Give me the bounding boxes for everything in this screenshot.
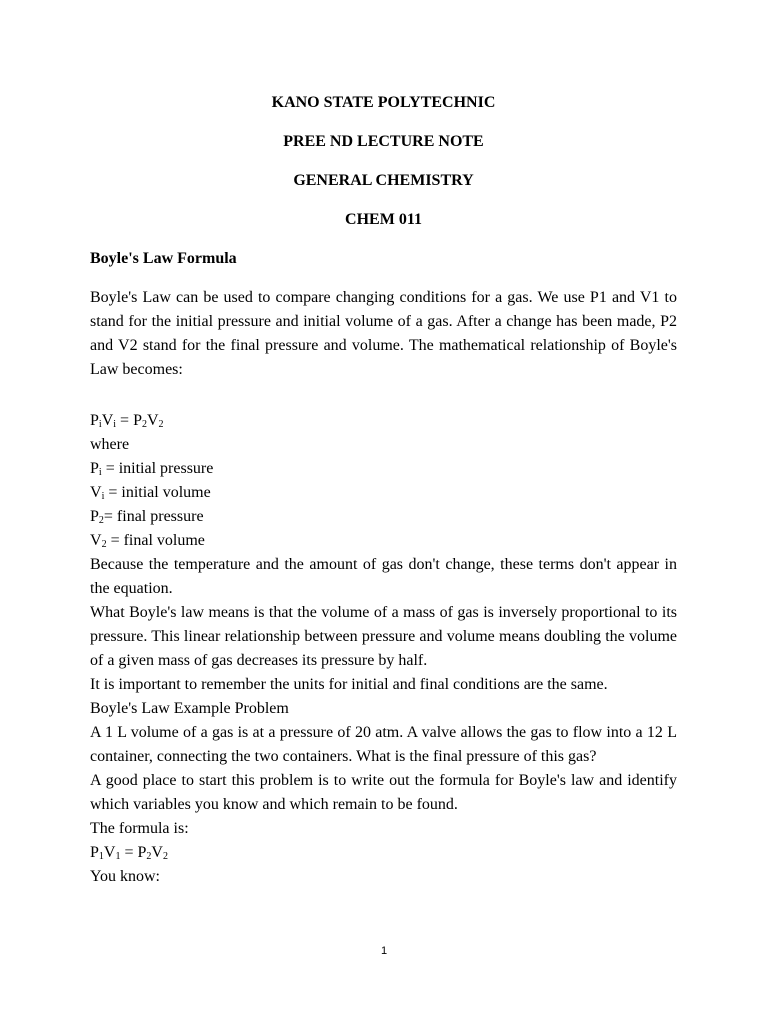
definition-final-pressure: $P_2=$ final pressure bbox=[90, 508, 204, 526]
institution-heading: KANO STATE POLYTECHNIC bbox=[271, 94, 496, 111]
definition-initial-pressure: $P_i$ = initial pressure bbox=[90, 460, 214, 478]
you-know-label: You know: bbox=[90, 868, 160, 885]
formula-numbered: $P_1V_1 = P_2V_2$ bbox=[90, 844, 168, 862]
definition-initial-volume: $V_i$ = initial volume bbox=[90, 484, 211, 502]
lecture-note-heading: PREE ND LECTURE NOTE bbox=[283, 133, 484, 150]
course-code-heading: CHEM 011 bbox=[345, 211, 422, 228]
section-title: Boyle's Law Formula bbox=[90, 250, 237, 267]
intro-paragraph: Boyle's Law can be used to compare changing conditions for a gas. We use P1 and V1 to stand for the initial pressure and initial volume of a gas. After a change has been made, P2 and V2 stand for the final pressure and volume. The mathematical relationship of Boyle's Law becomes: bbox=[90, 289, 677, 378]
units-note: It is important to remember the units for initial and final conditions are the same. bbox=[90, 676, 608, 693]
definition-final-volume: $V_2$ = final volume bbox=[90, 532, 205, 550]
temperature-note: Because the temperature and the amount of gas don't change, these terms don't appear in the equation. bbox=[90, 556, 677, 597]
where-label: where bbox=[90, 436, 130, 453]
example-problem: A 1 L volume of a gas is at a pressure of 20 atm. A valve allows the gas to flow into a 12 L container, connecting the two containers. What is the final pressure of this gas? bbox=[90, 724, 677, 765]
start-paragraph: A good place to start this problem is to write out the formula for Boyle's law and identify which variables you know and which remain to be found. bbox=[90, 772, 677, 813]
meaning-paragraph: What Boyle's law means is that the volume of a mass of gas is inversely proportional to its pressure. This linear relationship between pressure and volume means doubling the volume of a given mass of gas decreases its pressure by half. bbox=[90, 604, 677, 669]
formula-initial: $P_iV_i = P_2V_2$ bbox=[90, 412, 164, 430]
page-content bbox=[90, 91, 677, 889]
example-title: Boyle's Law Example Problem bbox=[90, 700, 289, 717]
page-number: 1 bbox=[380, 945, 388, 957]
formula-label: The formula is: bbox=[90, 820, 189, 837]
subject-heading: GENERAL CHEMISTRY bbox=[293, 172, 474, 189]
